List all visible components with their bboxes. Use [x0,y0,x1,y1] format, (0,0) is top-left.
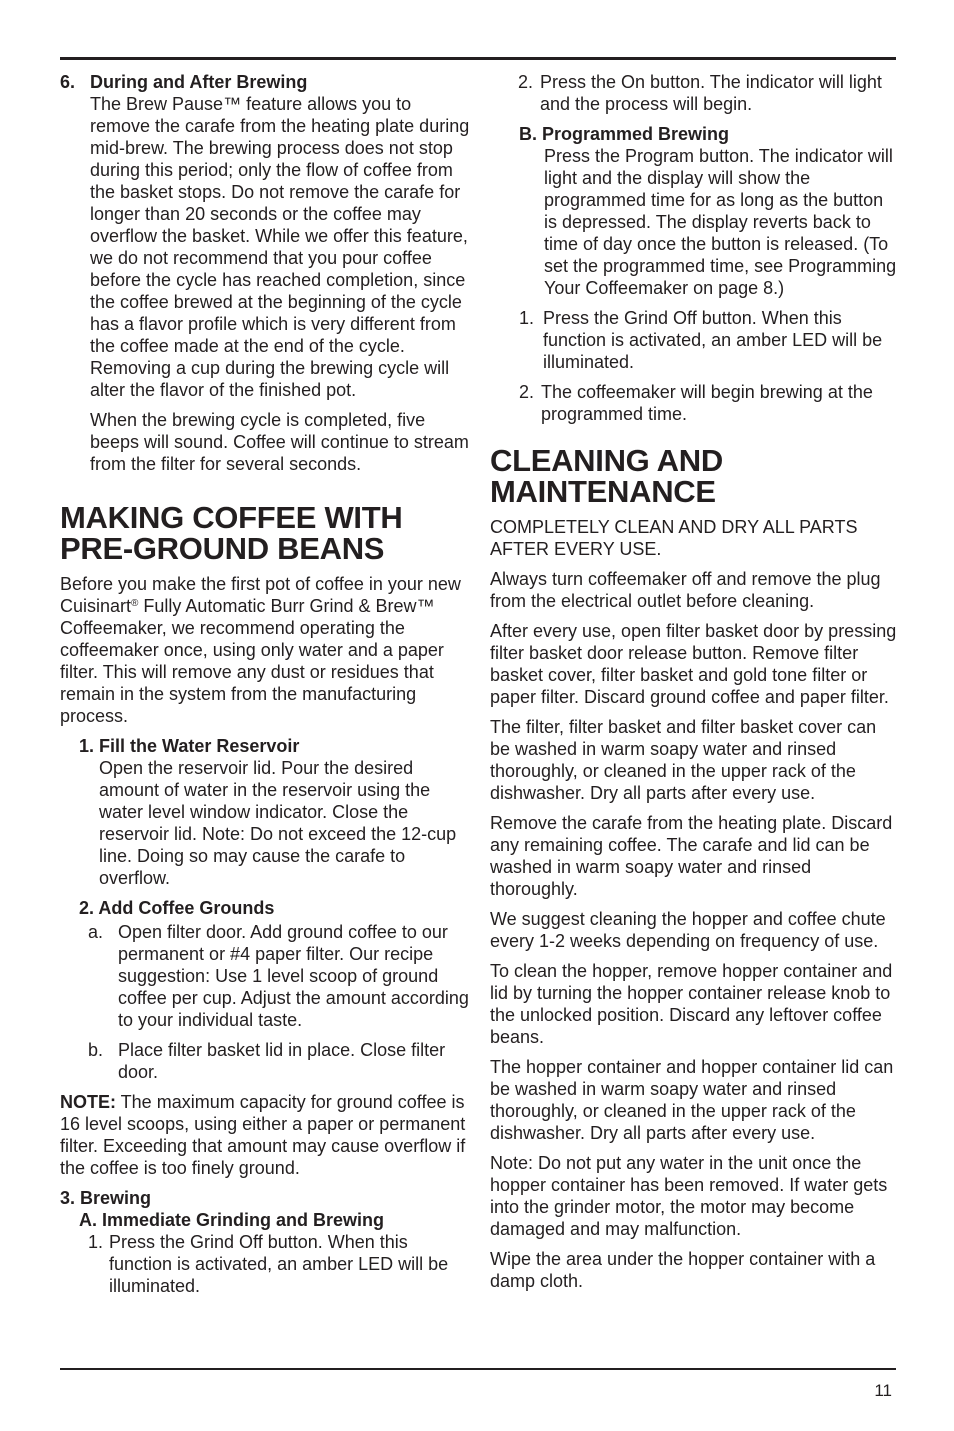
list-item: 1. Press the Grind Off button. When this function is activated, an amber LED will be illuminated. [88,1232,449,1296]
step-title: 2. Add Coffee Grounds [79,898,275,918]
section-during-after-brewing [60,71,470,483]
paragraph: Note: Do not put any water in the unit once the hopper container has been removed. If water gets into the grinder motor, the motor may become damaged and may malfunction. [490,1153,888,1239]
heading-making-coffee: MAKING COFFEE WITH PRE-GROUND BEANS [60,500,403,566]
intro-paragraph: Before you make the first pot of coffee in your new Cuisinart® Fully Automatic Burr Grind & Brew™ Coffeemaker, we recommend operating the coffeemaker once, using only water and a paper filter. This will remove any dust or residues that remain in the system from the manufacturing process. [60,574,461,726]
paragraph: We suggest cleaning the hopper and coffee chute every 1-2 weeks depending on frequency of use. [490,909,886,951]
list-item: a. Open filter door. Add ground coffee to our permanent or #4 paper filter. Our recipe suggestion: Use 1 level scoop of ground coffee per cup. Adjust the amount according to your individual taste. [88,922,469,1030]
step-brewing [60,1187,470,1297]
paragraph: The hopper container and hopper container lid can be washed in warm soapy water and rinsed thoroughly, or cleaned in the upper rack of the dishwasher. Dry all parts after every use. [490,1057,894,1143]
step-subtitle: A. Immediate Grinding and Brewing [79,1210,385,1230]
paragraph: When the brewing cycle is completed, five beeps will sound. Coffee will continue to stream from the filter for several seconds. [90,410,469,474]
step-text: Open the reservoir lid. Pour the desired amount of water in the reservoir using the water level window indicator. Close the reservoir lid. Note: Do not exceed the 12-cup line. Doing so may cause the carafe to overflow. [99,758,457,888]
step-title: 1. Fill the Water Reservoir [79,736,300,756]
list-item: b. Place filter basket lid in place. Close filter door. [88,1040,446,1082]
left-column [60,71,470,1305]
heading-cleaning: CLEANING AND MAINTENANCE [490,443,723,509]
note-paragraph: NOTE: The maximum capacity for ground coffee is 16 level scoops, using either a paper or permanent filter. Exceeding that amount may cause overflow if the coffee is too finely ground. [60,1092,466,1178]
step-subtitle: B. Programmed Brewing [519,124,730,144]
list-item: 2. Press the On button. The indicator will light and the process will begin. [518,72,882,114]
step-fill-reservoir [79,735,470,889]
registered-mark: ® [131,598,139,609]
cleaning-paragraphs [490,516,900,1292]
step-text: Press the Program button. The indicator will light and the display will show the programmed time for as long as the button is depressed. The display reverts back to time of day once the button is released. (To set the programmed time, see Programming Your Coffeemaker on page 8.) [544,146,897,298]
paragraph: The Brew Pause™ feature allows you to remove the carafe from the heating plate during mid-brew. The brewing process does not stop during this period; only the flow of coffee from the basket stops. Do not remove the carafe for longer than 20 seconds or the coffee may overflow the basket. While we offer this feature, we do not recommend that you pour coffee before the cycle has reached completion, since the coffee brewed at the beginning of the cycle has a flavor profile which is very different from the coffee made at the end of the cycle. Removing a cup during the brewing cycle will alter the flavor of the finished pot. [90,94,470,400]
paragraph: The filter, filter basket and filter basket cover can be washed in warm soapy water and rinsed thoroughly, or cleaned in the upper rack of the dishwasher. Dry all parts after every use. [490,717,877,803]
paragraph: Remove the carafe from the heating plate. Discard any remaining coffee. The carafe and lid can be washed in warm soapy water and rinsed thoroughly. [490,813,893,899]
step-title: 3. Brewing [60,1188,152,1208]
bottom-rule [60,1368,896,1370]
programmed-brewing [519,123,900,299]
right-column [490,71,900,1300]
top-rule [60,57,896,60]
paragraph: COMPLETELY CLEAN AND DRY ALL PARTS AFTER EVERY USE. [490,517,858,559]
paragraph: Wipe the area under the hopper container with a damp cloth. [490,1249,876,1291]
list-item: 2. The coffeemaker will begin brewing at the programmed time. [519,382,873,424]
page-number: 11 [874,1381,892,1400]
paragraph: After every use, open filter basket door by pressing filter basket door release button. Remove filter basket cover, filter basket and gold tone filter or paper filter. Discard ground coffee and paper filter. [490,621,897,707]
section-title: During and After Brewing [90,72,308,92]
paragraph: To clean the hopper, remove hopper container and lid by turning the hopper container release knob to the unlocked position. Discard any leftover coffee beans. [490,961,893,1047]
paragraph: Always turn coffeemaker off and remove the plug from the electrical outlet before cleaning. [490,569,881,611]
section-number: 6. [60,72,76,92]
step-add-grounds [79,897,470,1083]
list-item: 1. Press the Grind Off button. When this function is activated, an amber LED will be illuminated. [519,308,883,372]
